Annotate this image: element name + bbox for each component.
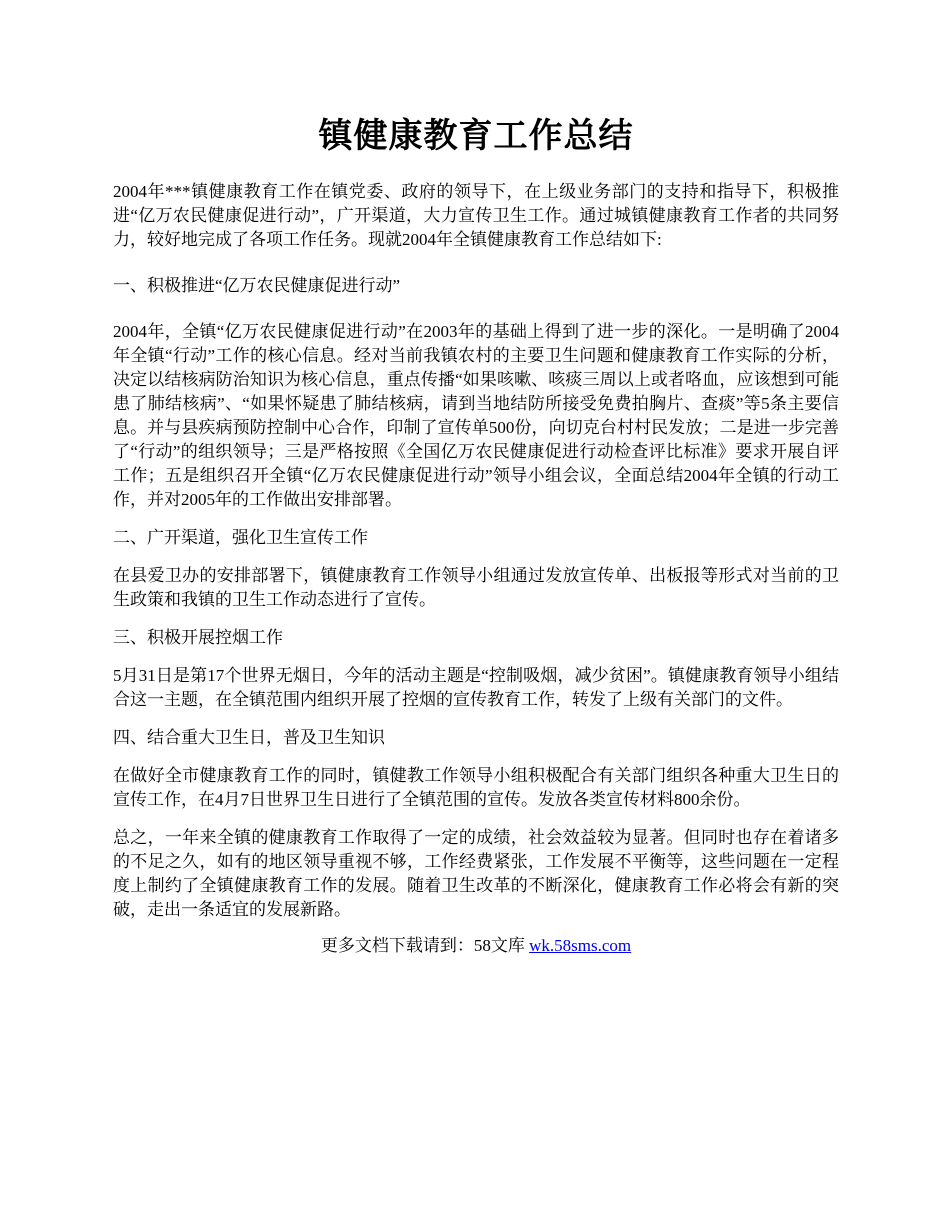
section-1-heading: 一、积极推进“亿万农民健康促进行动” bbox=[113, 276, 401, 295]
footer-prefix: 更多文档下载请到：58文库 bbox=[320, 936, 530, 955]
intro-paragraph: 2004年***镇健康教育工作在镇党委、政府的领导下，在上级业务部门的支持和指导下，积极推进“亿万农民健康促进行动”，广开渠道，大力宣传卫生工作。通过城镇健康教育工作者的共同努力，较好地完成了各项工作任务。现就2004年全镇健康教育工作总结如下: bbox=[113, 182, 839, 249]
section-3-body: 5月31日是第17个世界无烟日，今年的活动主题是“控制吸烟，减少贫困”。镇健康教育领导小组结合这一主题，在全镇范围内组织开展了控烟的宣传教育工作，转发了上级有关部门的文件。 bbox=[113, 666, 839, 709]
section-3-heading: 三、积极开展控烟工作 bbox=[113, 628, 283, 647]
document-page bbox=[113, 0, 839, 958]
footer-link[interactable]: wk.58sms.com bbox=[529, 936, 632, 955]
download-footer bbox=[113, 934, 839, 958]
document-title: 镇健康教育工作总结 bbox=[318, 118, 634, 155]
section-2-body: 在县爱卫办的安排部署下，镇健康教育工作领导小组通过发放宣传单、出板报等形式对当前的卫生政策和我镇的卫生工作动态进行了宣传。 bbox=[113, 566, 839, 609]
section-4-body: 在做好全市健康教育工作的同时，镇健教工作领导小组积极配合有关部门组织各种重大卫生日的宣传工作，在4月7日世界卫生日进行了全镇范围的宣传。发放各类宣传材料800余份。 bbox=[113, 766, 839, 809]
section-4-heading: 四、结合重大卫生日，普及卫生知识 bbox=[113, 728, 385, 747]
section-1-body: 2004年，全镇“亿万农民健康促进行动”在2003年的基础上得到了进一步的深化。一是明确了2004年全镇“行动”工作的核心信息。经对当前我镇农村的主要卫生问题和健康教育工作实际的分析，决定以结核病防治知识为核心信息，重点传播“如果咳嗽、咳痰三周以上或者咯血，应该想到可能患了肺结核病”、“如果怀疑患了肺结核病，请到当地结防所接受免费拍胸片、查痰”等5条主要信息。并与县疾病预防控制中心合作，印制了宣传单500份，向切克台村村民发放；二是进一步完善了“行动”的组织领导；三是严格按照《全国亿万农民健康促进行动检查评比标准》要求开展自评工作；五是组织召开全镇“亿万农民健康促进行动”领导小组会议，全面总结2004年全镇的行动工作，并对2005年的工作做出安排部署。 bbox=[113, 322, 839, 509]
section-2-heading: 二、广开渠道，强化卫生宣传工作 bbox=[113, 528, 368, 547]
conclusion-paragraph: 总之，一年来全镇的健康教育工作取得了一定的成绩，社会效益较为显著。但同时也存在着诸多的不足之久，如有的地区领导重视不够，工作经费紧张，工作发展不平衡等，这些问题在一定程度上制约了全镇健康教育工作的发展。随着卫生改革的不断深化，健康教育工作必将会有新的突破，走出一条适宜的发展新路。 bbox=[113, 828, 839, 919]
